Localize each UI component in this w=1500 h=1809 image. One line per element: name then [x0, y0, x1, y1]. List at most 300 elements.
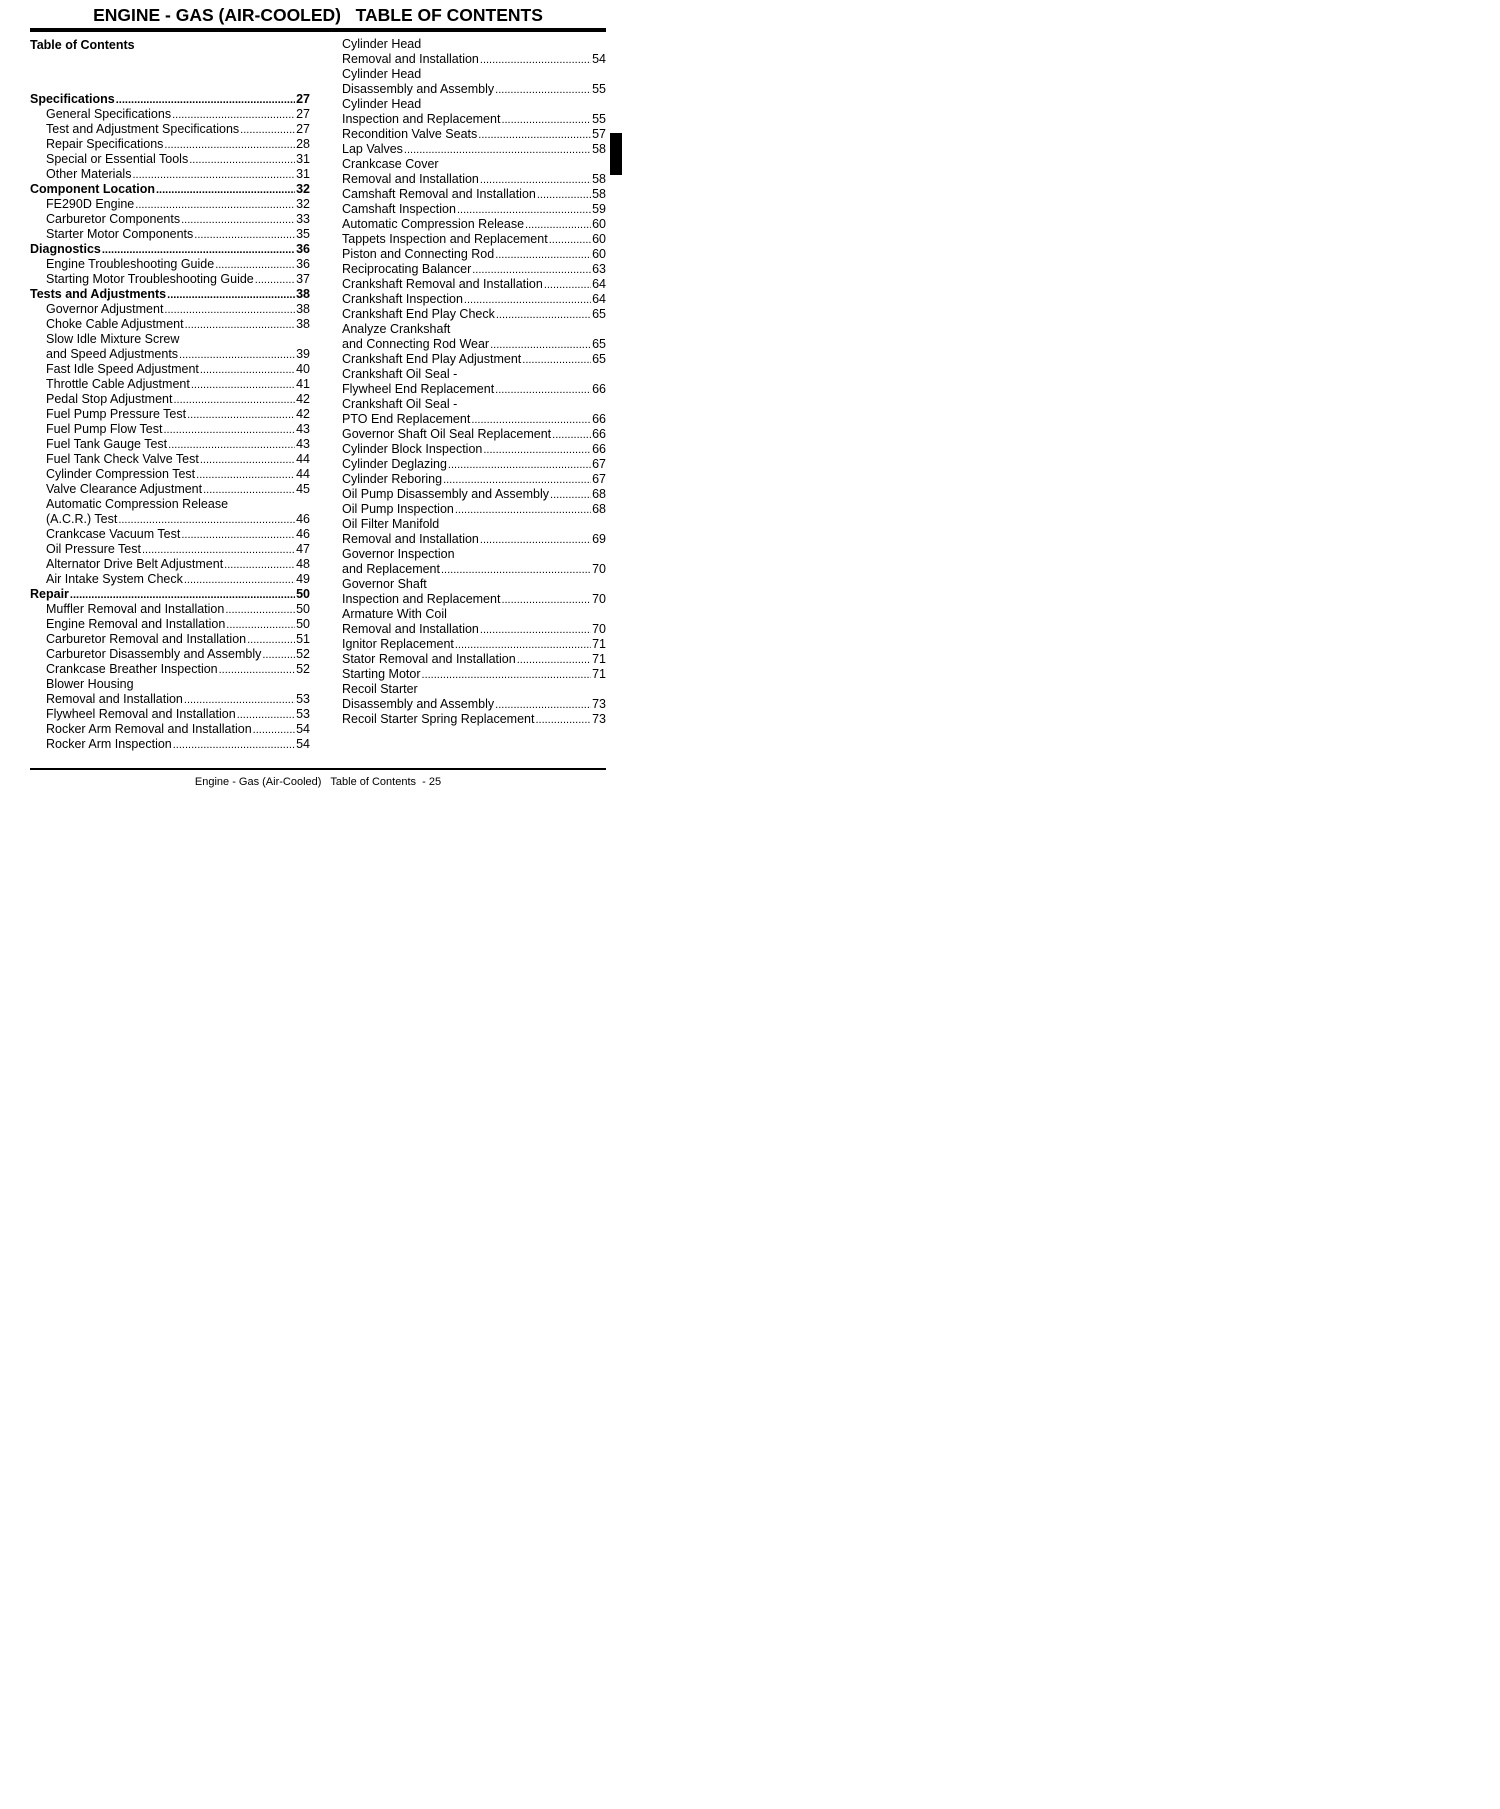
toc-entry[interactable] [342, 427, 606, 442]
toc-entry[interactable] [342, 577, 606, 592]
toc-entry[interactable] [30, 392, 310, 407]
toc-entry-label: and Connecting Rod Wear [342, 337, 490, 351]
toc-dot-leader [480, 173, 591, 188]
toc-entry[interactable] [30, 437, 310, 452]
toc-entry[interactable] [342, 472, 606, 487]
toc-left-column [30, 38, 310, 752]
toc-entry[interactable] [342, 307, 606, 322]
toc-entry[interactable] [30, 617, 310, 632]
toc-dot-leader [167, 288, 295, 303]
toc-entry-label: Rocker Arm Removal and Installation [46, 722, 252, 736]
toc-entry-page: 36 [296, 242, 310, 256]
toc-entry[interactable] [342, 502, 606, 517]
toc-dot-leader [552, 428, 591, 443]
toc-entry-label: Crankshaft Removal and Installation [342, 277, 543, 291]
toc-entry-label: and Speed Adjustments [46, 347, 179, 361]
page-footer: Engine - Gas (Air-Cooled) Table of Contents - 25 [194, 776, 442, 788]
toc-entry-label: Choke Cable Adjustment [46, 317, 184, 331]
toc-entry-label: Removal and Installation [342, 52, 479, 66]
toc-entry[interactable] [342, 487, 606, 502]
toc-entry-label: Tests and Adjustments [30, 287, 167, 301]
toc-entry-label: Analyze Crankshaft [342, 322, 451, 336]
toc-entry-label: PTO End Replacement [342, 412, 471, 426]
toc-entry-page: 31 [296, 167, 310, 181]
toc-entry-page: 73 [592, 712, 606, 726]
toc-entry-label: Oil Pressure Test [46, 542, 141, 556]
toc-entry-label: Air Intake System Check [46, 572, 183, 586]
toc-entry[interactable] [30, 557, 310, 572]
toc-dot-leader [443, 473, 591, 488]
toc-entry-page: 43 [296, 422, 310, 436]
toc-entry[interactable] [30, 92, 310, 107]
toc-entry[interactable] [30, 647, 310, 662]
toc-entry-page: 38 [296, 287, 310, 301]
toc-entry[interactable] [30, 452, 310, 467]
toc-entry-label: Cylinder Head [342, 97, 422, 111]
toc-entry-label: Repair [30, 587, 69, 601]
toc-entry-page: 49 [296, 572, 310, 586]
toc-entry-label: Governor Adjustment [46, 302, 164, 316]
toc-dot-leader [483, 443, 591, 458]
toc-entry[interactable] [342, 142, 606, 157]
toc-dot-leader [215, 258, 295, 273]
toc-entry[interactable] [30, 587, 310, 602]
toc-entry-label: Reciprocating Balancer [342, 262, 472, 276]
toc-dot-leader [156, 183, 295, 198]
toc-entry-page: 70 [592, 562, 606, 576]
toc-entry[interactable] [342, 217, 606, 232]
toc-right-list [342, 37, 606, 727]
toc-entry[interactable] [342, 277, 606, 292]
toc-dot-leader [455, 503, 591, 518]
toc-dot-leader [455, 638, 591, 653]
toc-entry[interactable] [30, 572, 310, 587]
toc-entry-page: 73 [592, 697, 606, 711]
toc-entry[interactable] [30, 512, 310, 527]
toc-entry-label: Rocker Arm Inspection [46, 737, 172, 751]
toc-entry[interactable] [342, 337, 606, 352]
toc-entry-label: Engine Removal and Installation [46, 617, 226, 631]
toc-entry-label: Crankcase Breather Inspection [46, 662, 218, 676]
toc-entry[interactable] [342, 187, 606, 202]
toc-entry-label: Blower Housing [46, 677, 134, 691]
toc-entry[interactable] [342, 667, 606, 682]
toc-entry[interactable] [342, 652, 606, 667]
toc-dot-leader [549, 233, 591, 248]
toc-entry[interactable] [342, 622, 606, 637]
toc-entry[interactable] [30, 242, 310, 257]
toc-dot-leader [495, 248, 591, 263]
toc-dot-leader [194, 228, 295, 243]
toc-entry[interactable] [30, 467, 310, 482]
toc-dot-leader [187, 408, 295, 423]
toc-dot-leader [262, 648, 295, 663]
toc-entry[interactable] [30, 542, 310, 557]
toc-entry-page: 70 [592, 592, 606, 606]
toc-entry-label: Pedal Stop Adjustment [46, 392, 173, 406]
toc-entry-label: Cylinder Compression Test [46, 467, 196, 481]
toc-entry-page: 65 [592, 307, 606, 321]
toc-dot-leader [142, 543, 295, 558]
toc-dot-leader [181, 528, 295, 543]
toc-entry-page: 65 [592, 337, 606, 351]
toc-entry-page: 46 [296, 527, 310, 541]
toc-dot-leader [224, 558, 295, 573]
toc-entry-label: Recoil Starter Spring Replacement [342, 712, 535, 726]
toc-entry-label: Disassembly and Assembly [342, 82, 495, 96]
toc-entry[interactable] [30, 692, 310, 707]
toc-entry[interactable] [342, 712, 606, 727]
toc-entry-label: Cylinder Head [342, 37, 422, 51]
toc-dot-leader [501, 593, 591, 608]
toc-entry-label: Starter Motor Components [46, 227, 194, 241]
toc-entry[interactable] [30, 257, 310, 272]
toc-entry[interactable] [30, 602, 310, 617]
toc-entry[interactable] [342, 592, 606, 607]
toc-entry-page: 67 [592, 457, 606, 471]
toc-entry[interactable] [30, 422, 310, 437]
toc-entry-label: Governor Shaft [342, 577, 427, 591]
toc-entry-label: Crankshaft Inspection [342, 292, 463, 306]
toc-right-column [342, 37, 606, 727]
toc-dot-leader [525, 218, 591, 233]
toc-entry-label: Crankshaft End Play Check [342, 307, 495, 321]
toc-dot-leader [255, 273, 295, 288]
toc-dot-leader [203, 483, 295, 498]
toc-entry[interactable] [342, 172, 606, 187]
toc-entry[interactable] [342, 112, 606, 127]
toc-dot-leader [164, 138, 295, 153]
toc-entry-label: Automatic Compression Release [342, 217, 525, 231]
toc-entry-label: Crankshaft Oil Seal - [342, 397, 458, 411]
toc-entry[interactable] [342, 442, 606, 457]
toc-entry[interactable] [342, 37, 606, 52]
toc-entry-label: Fuel Pump Flow Test [46, 422, 163, 436]
toc-entry[interactable] [342, 547, 606, 562]
toc-dot-leader [240, 123, 295, 138]
toc-entry[interactable] [30, 737, 310, 752]
toc-dot-leader [196, 468, 295, 483]
toc-entry-label: Camshaft Removal and Installation [342, 187, 536, 201]
toc-dot-leader [172, 108, 295, 123]
toc-entry-page: 71 [592, 652, 606, 666]
page-title: ENGINE - GAS (AIR-COOLED) TABLE OF CONTENTS [93, 5, 543, 25]
toc-dot-leader [200, 363, 295, 378]
toc-entry-label: Removal and Installation [342, 532, 479, 546]
toc-entry-page: 69 [592, 532, 606, 546]
toc-entry-page: 28 [296, 137, 310, 151]
toc-entry[interactable] [342, 532, 606, 547]
toc-entry-page: 60 [592, 217, 606, 231]
toc-entry-page: 41 [296, 377, 310, 391]
toc-entry[interactable] [30, 137, 310, 152]
toc-entry-label: Oil Pump Inspection [342, 502, 454, 516]
toc-entry-page: 43 [296, 437, 310, 451]
toc-entry-label: Inspection and Replacement [342, 592, 501, 606]
toc-dot-leader [191, 378, 295, 393]
toc-entry[interactable] [342, 82, 606, 97]
toc-entry-label: Crankcase Cover [342, 157, 439, 171]
toc-entry-label: Recondition Valve Seats [342, 127, 478, 141]
toc-entry-label: Test and Adjustment Specifications [46, 122, 240, 136]
toc-entry-page: 66 [592, 442, 606, 456]
toc-entry-label: Flywheel Removal and Installation [46, 707, 236, 721]
toc-entry[interactable] [30, 302, 310, 317]
toc-entry[interactable] [30, 662, 310, 677]
toc-dot-leader [535, 713, 591, 728]
toc-entry-label: Fast Idle Speed Adjustment [46, 362, 199, 376]
toc-entry-page: 33 [296, 212, 310, 226]
toc-entry[interactable] [30, 167, 310, 182]
toc-entry[interactable] [342, 517, 606, 532]
toc-entry-label: Fuel Pump Pressure Test [46, 407, 187, 421]
toc-entry-label: Removal and Installation [342, 622, 479, 636]
toc-entry-page: 42 [296, 407, 310, 421]
toc-dot-leader [480, 623, 591, 638]
toc-entry-label: Removal and Installation [46, 692, 183, 706]
toc-dot-leader [464, 293, 591, 308]
toc-dot-leader [184, 573, 295, 588]
toc-entry-page: 54 [296, 737, 310, 751]
toc-dot-leader [247, 633, 295, 648]
toc-entry-page: 52 [296, 647, 310, 661]
toc-entry-label: Fuel Tank Gauge Test [46, 437, 168, 451]
toc-entry-label: Ignitor Replacement [342, 637, 454, 651]
toc-dot-leader [471, 413, 591, 428]
toc-dot-leader [179, 348, 295, 363]
toc-entry-label: Stator Removal and Installation [342, 652, 516, 666]
toc-entry-label: Engine Troubleshooting Guide [46, 257, 215, 271]
toc-entry-page: 54 [296, 722, 310, 736]
toc-dot-leader [102, 243, 295, 258]
toc-entry-label: Recoil Starter [342, 682, 418, 696]
toc-dot-leader [185, 318, 296, 333]
toc-dot-leader [118, 513, 295, 528]
toc-entry[interactable] [342, 562, 606, 577]
toc-entry-label: Repair Specifications [46, 137, 164, 151]
toc-entry-page: 58 [592, 172, 606, 186]
toc-entry-page: 54 [592, 52, 606, 66]
toc-entry[interactable] [30, 347, 310, 362]
toc-entry[interactable] [30, 212, 310, 227]
toc-entry-label: Crankshaft End Play Adjustment [342, 352, 522, 366]
toc-entry-page: 52 [296, 662, 310, 676]
toc-dot-leader [116, 93, 295, 108]
toc-entry[interactable] [30, 107, 310, 122]
toc-entry-page: 71 [592, 637, 606, 651]
toc-entry-label: Throttle Cable Adjustment [46, 377, 190, 391]
toc-entry-page: 39 [296, 347, 310, 361]
toc-entry-label: (A.C.R.) Test [46, 512, 118, 526]
toc-dot-leader [226, 618, 295, 633]
toc-entry[interactable] [30, 272, 310, 287]
toc-entry-label: Tappets Inspection and Replacement [342, 232, 548, 246]
toc-dot-leader [495, 698, 591, 713]
toc-entry-page: 36 [296, 257, 310, 271]
toc-dot-leader [225, 603, 295, 618]
toc-entry[interactable] [342, 382, 606, 397]
toc-entry[interactable] [342, 637, 606, 652]
toc-entry-label: Oil Filter Manifold [342, 517, 440, 531]
toc-dot-leader [163, 423, 295, 438]
toc-entry[interactable] [342, 412, 606, 427]
toc-entry-page: 50 [296, 587, 310, 601]
toc-entry-label: Carburetor Disassembly and Assembly [46, 647, 262, 661]
toc-entry-page: 44 [296, 452, 310, 466]
toc-entry[interactable] [342, 457, 606, 472]
toc-entry[interactable] [30, 377, 310, 392]
toc-entry-label: Removal and Installation [342, 172, 479, 186]
toc-entry-page: 65 [592, 352, 606, 366]
toc-entry[interactable] [342, 682, 606, 697]
toc-entry-label: Governor Inspection [342, 547, 455, 561]
toc-entry[interactable] [30, 152, 310, 167]
toc-dot-leader [496, 308, 591, 323]
toc-entry-label: Starting Motor Troubleshooting Guide [46, 272, 254, 286]
toc-entry[interactable] [30, 407, 310, 422]
toc-entry[interactable] [30, 497, 310, 512]
toc-entry-page: 37 [296, 272, 310, 286]
toc-entry-page: 51 [296, 632, 310, 646]
toc-entry[interactable] [342, 157, 606, 172]
toc-entry-page: 42 [296, 392, 310, 406]
toc-entry[interactable] [30, 482, 310, 497]
toc-entry-label: Cylinder Head [342, 67, 422, 81]
toc-entry-page: 60 [592, 247, 606, 261]
toc-entry-page: 66 [592, 412, 606, 426]
toc-entry[interactable] [342, 97, 606, 112]
toc-entry-label: Flywheel End Replacement [342, 382, 495, 396]
toc-entry[interactable] [342, 247, 606, 262]
toc-entry[interactable] [342, 292, 606, 307]
toc-dot-leader [253, 723, 295, 738]
toc-entry[interactable] [30, 122, 310, 137]
toc-entry[interactable] [30, 287, 310, 302]
toc-entry[interactable] [30, 677, 310, 692]
toc-entry-page: 45 [296, 482, 310, 496]
toc-entry[interactable] [342, 202, 606, 217]
toc-entry-label: Muffler Removal and Installation [46, 602, 225, 616]
toc-entry-page: 44 [296, 467, 310, 481]
toc-entry[interactable] [30, 317, 310, 332]
toc-dot-leader [544, 278, 591, 293]
toc-entry-page: 71 [592, 667, 606, 681]
toc-entry-page: 27 [296, 107, 310, 121]
toc-entry-label: Cylinder Deglazing [342, 457, 447, 471]
toc-entry-page: 46 [296, 512, 310, 526]
toc-entry[interactable] [342, 367, 606, 382]
toc-entry-page: 50 [296, 617, 310, 631]
toc-dot-leader [550, 488, 591, 503]
toc-dot-leader [480, 533, 591, 548]
toc-entry[interactable] [342, 262, 606, 277]
toc-entry-page: 70 [592, 622, 606, 636]
toc-entry[interactable] [342, 67, 606, 82]
toc-dot-leader [404, 143, 591, 158]
toc-entry-label: Diagnostics [30, 242, 101, 256]
toc-entry-label: Crankcase Vacuum Test [46, 527, 181, 541]
toc-entry-label: Armature With Coil [342, 607, 447, 621]
toc-entry[interactable] [30, 362, 310, 377]
toc-dot-leader [441, 563, 591, 578]
toc-entry-page: 66 [592, 382, 606, 396]
toc-entry[interactable] [342, 322, 606, 337]
toc-entry[interactable] [30, 332, 310, 347]
toc-entry[interactable] [30, 197, 310, 212]
toc-entry-page: 57 [592, 127, 606, 141]
toc-entry-label: Other Materials [46, 167, 132, 181]
toc-dot-leader [173, 738, 295, 753]
toc-entry-label: Disassembly and Assembly [342, 697, 495, 711]
toc-entry-page: 55 [592, 112, 606, 126]
toc-heading: Table of Contents [30, 38, 135, 52]
toc-entry-page: 35 [296, 227, 310, 241]
toc-dot-leader [173, 393, 295, 408]
toc-entry[interactable] [342, 352, 606, 367]
toc-entry-page: 27 [296, 122, 310, 136]
toc-dot-leader [219, 663, 295, 678]
toc-entry-label: Oil Pump Disassembly and Assembly [342, 487, 550, 501]
toc-entry[interactable] [342, 397, 606, 412]
toc-entry[interactable] [30, 722, 310, 737]
toc-entry[interactable] [30, 632, 310, 647]
toc-entry-label: Piston and Connecting Rod [342, 247, 495, 261]
toc-dot-leader [422, 668, 592, 683]
toc-entry[interactable] [30, 527, 310, 542]
toc-dot-leader [168, 438, 295, 453]
toc-entry-page: 31 [296, 152, 310, 166]
toc-entry-page: 64 [592, 292, 606, 306]
toc-entry-label: Inspection and Replacement [342, 112, 501, 126]
toc-entry-label: Slow Idle Mixture Screw [46, 332, 180, 346]
toc-entry-label: Governor Shaft Oil Seal Replacement [342, 427, 552, 441]
toc-dot-leader [517, 653, 591, 668]
toc-entry-page: 64 [592, 277, 606, 291]
toc-entry-page: 50 [296, 602, 310, 616]
toc-entry-page: 59 [592, 202, 606, 216]
toc-dot-leader [478, 128, 591, 143]
toc-entry[interactable] [30, 182, 310, 197]
toc-entry-label: Special or Essential Tools [46, 152, 189, 166]
toc-entry[interactable] [342, 697, 606, 712]
toc-dot-leader [164, 303, 295, 318]
toc-entry-label: Alternator Drive Belt Adjustment [46, 557, 224, 571]
toc-entry-label: Fuel Tank Check Valve Test [46, 452, 199, 466]
toc-entry-page: 38 [296, 317, 310, 331]
toc-entry[interactable] [342, 52, 606, 67]
toc-entry-page: 40 [296, 362, 310, 376]
toc-entry[interactable] [30, 707, 310, 722]
toc-dot-leader [495, 83, 591, 98]
toc-entry[interactable] [342, 127, 606, 142]
toc-entry-label: Specifications [30, 92, 115, 106]
toc-dot-leader [200, 453, 295, 468]
toc-entry-page: 48 [296, 557, 310, 571]
toc-entry[interactable] [342, 232, 606, 247]
toc-entry-page: 53 [296, 692, 310, 706]
toc-entry-label: Lap Valves [342, 142, 403, 156]
toc-entry[interactable] [30, 227, 310, 242]
toc-dot-leader [448, 458, 591, 473]
section-tab-marker [610, 133, 622, 175]
toc-entry-label: FE290D Engine [46, 197, 135, 211]
toc-entry-page: 32 [296, 182, 310, 196]
toc-dot-leader [472, 263, 591, 278]
toc-dot-leader [181, 213, 295, 228]
toc-dot-leader [135, 198, 295, 213]
toc-entry[interactable] [342, 607, 606, 622]
toc-dot-leader [522, 353, 591, 368]
